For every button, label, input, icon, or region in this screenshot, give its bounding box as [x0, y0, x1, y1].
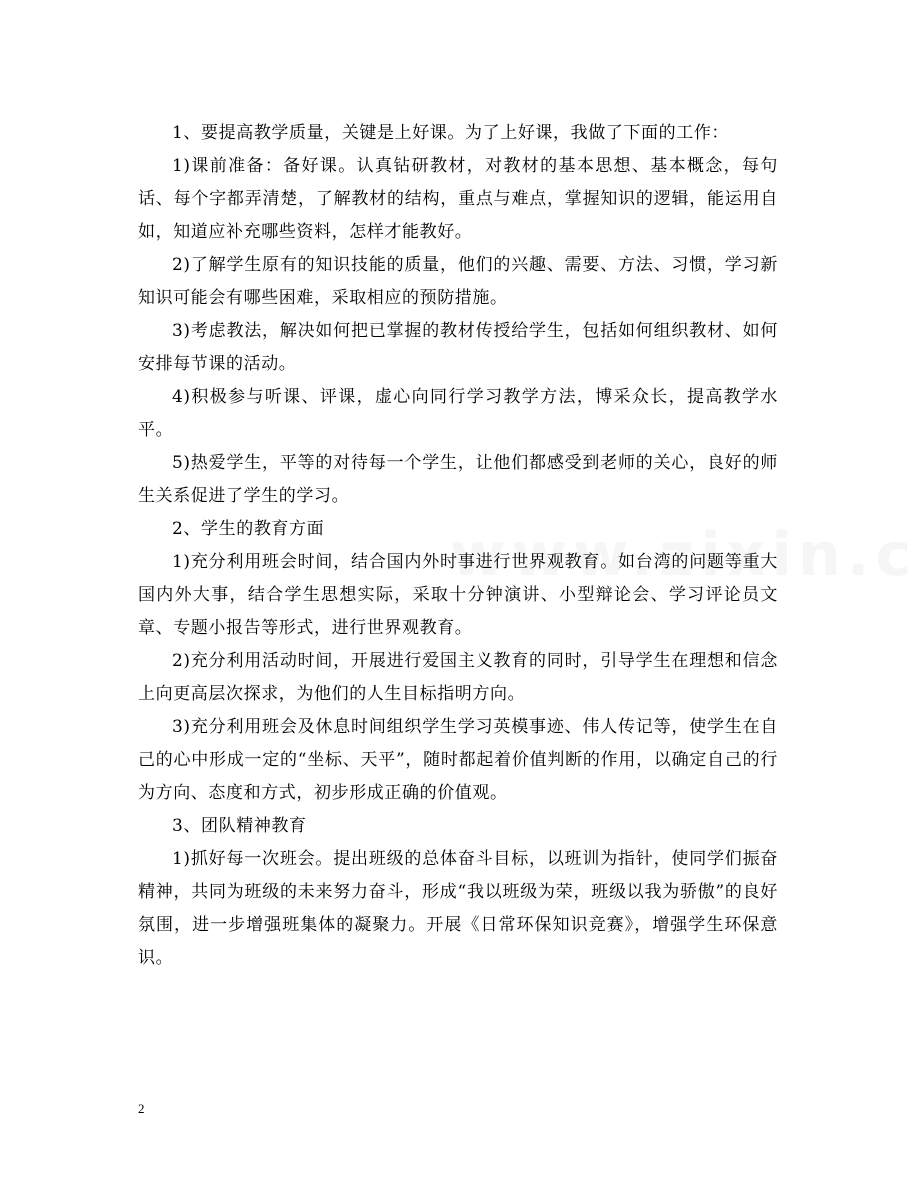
- paragraph: 3)充分利用班会及休息时间组织学生学习英模事迹、伟人传记等，使学生在自己的心中形成一定的“坐标、天平”，随时都起着价值判断的作用，以确定自己的行为方向、态度和方式，初步形成正确的价值观。: [138, 717, 778, 803]
- page-number: 2: [138, 1101, 145, 1116]
- section-heading: 2、学生的教育方面: [172, 519, 325, 539]
- paragraph: 2)了解学生原有的知识技能的质量，他们的兴趣、需要、方法、习惯，学习新知识可能会有哪些困难，采取相应的预防措施。: [138, 255, 778, 308]
- paragraph: 3)考虑教法，解决如何把已掌握的教材传授给学生，包括如何组织教材、如何安排每节课的活动。: [138, 321, 778, 374]
- section-heading: 3、团队精神教育: [172, 816, 307, 836]
- paragraph: 1)课前准备：备好课。认真钻研教材，对教材的基本思想、基本概念，每句话、每个字都弄清楚，了解教材的结构，重点与难点，掌握知识的逻辑，能运用自如，知道应补充哪些资料，怎样才能教好。: [138, 156, 778, 242]
- paragraph: 1)充分利用班会时间，结合国内外时事进行世界观教育。如台湾的问题等重大国内外大事，结合学生思想实际，采取十分钟演讲、小型辩论会、学习评论员文章、专题小报告等形式，进行世界观教育。: [138, 552, 778, 638]
- document-body: [138, 117, 778, 975]
- paragraph: 1)抓好每一次班会。提出班级的总体奋斗目标，以班训为指针，使同学们振奋精神，共同为班级的未来努力奋斗，形成“我以班级为荣，班级以我为骄傲”的良好氛围，进一步增强班集体的凝聚力。开展《日常环保知识竞赛》，增强学生环保意识。: [138, 849, 778, 968]
- paragraph: 5)热爱学生，平等的对待每一个学生，让他们都感受到老师的关心，良好的师生关系促进了学生的学习。: [138, 453, 778, 506]
- paragraph: 2)充分利用活动时间，开展进行爱国主义教育的同时，引导学生在理想和信念上向更高层次探求，为他们的人生目标指明方向。: [138, 651, 778, 704]
- paragraph: 1、要提高教学质量，关键是上好课。为了上好课，我做了下面的工作：: [172, 123, 730, 143]
- paragraph: 4)积极参与听课、评课，虚心向同行学习教学方法，博采众长，提高教学水平。: [138, 387, 778, 440]
